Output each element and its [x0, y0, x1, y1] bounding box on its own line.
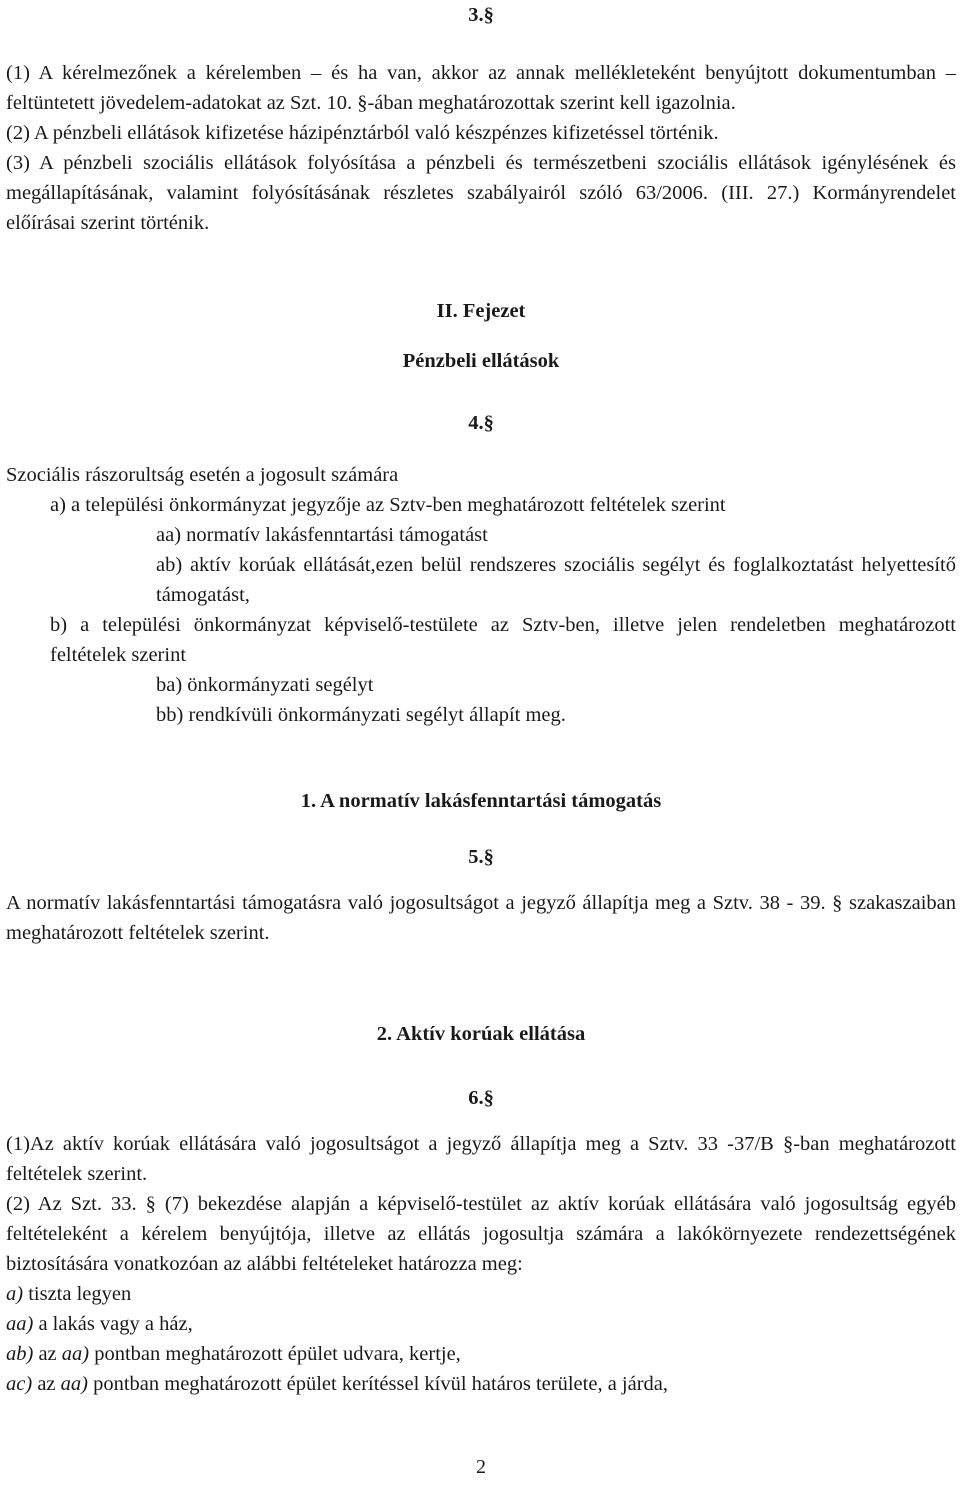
- subsection-2-title: 2. Aktív korúak ellátása: [376, 1023, 586, 1045]
- section-4: [6, 408, 956, 730]
- list-text: az: [33, 1343, 62, 1365]
- section-6-list-item: [6, 1309, 956, 1339]
- section-6-heading: 6.§: [468, 1087, 494, 1109]
- list-label: aa): [6, 1313, 34, 1335]
- section-4-item-bb: bb) rendkívüli önkormányzati segélyt állapít meg.: [156, 704, 566, 726]
- section-3-paragraph-2: (2) A pénzbeli ellátások kifizetése házipénztárból való készpénzes kifizetéssel történik.: [6, 122, 719, 144]
- chapter-header: [6, 296, 956, 376]
- section-4-item-aa: aa) normatív lakásfenntartási támogatást: [156, 524, 488, 546]
- subsection-1: [6, 786, 956, 948]
- chapter-number: II. Fejezet: [436, 300, 526, 322]
- document-page: [6, 0, 956, 1488]
- section-6-paragraph-1: (1)Az aktív korúak ellátására való jogosultságot a jegyző állapítja meg a Sztv. 33 -37/B §-ban meghatározott feltételek szerint.: [6, 1133, 956, 1185]
- section-6-paragraph-2: (2) Az Szt. 33. § (7) bekezdése alapján a képviselő-testület az aktív korúak ellátására való jogosultság egyéb feltételeként a kérelem benyújtója, illetve az ellátás jogosultja számára a lakókörnyezete rendezettségének biztosítására vonatkozóan az alábbi feltételeket határozza meg:: [6, 1193, 956, 1275]
- section-5-heading: 5.§: [468, 846, 494, 868]
- section-3-heading: 3.§: [468, 4, 494, 26]
- section-3-paragraph-1: (1) A kérelmezőnek a kérelemben – és ha van, akkor az annak mellékleteként benyújtott dokumentumban – feltüntetett jövedelem-adatokat az Szt. 10. §-ában meghatározottak szerint kell igazolnia.: [6, 62, 956, 114]
- list-text: a lakás vagy a ház,: [33, 1313, 193, 1335]
- list-label: ac): [6, 1373, 33, 1395]
- section-4-item-ba: ba) önkormányzati segélyt: [156, 674, 374, 696]
- list-text: pontban meghatározott épület udvara, kertje,: [89, 1343, 461, 1365]
- section-3-paragraph-3: (3) A pénzbeli szociális ellátások folyósítása a pénzbeli és természetbeni szociális ellátások igénylésének és megállapításának, valamint folyósításának részletes szabályairól szóló 63/2006. (III. 27.) Kormányrendelet előírásai szerint történik.: [6, 152, 956, 234]
- section-4-item-a: a) a települési önkormányzat jegyzője az Sztv-ben meghatározott feltételek szerint: [50, 494, 726, 516]
- section-4-item-b: b) a települési önkormányzat képviselő-testülete az Sztv-ben, illetve jelen rendeletben meghatározott feltételek szerint: [50, 614, 956, 666]
- section-6-list-item: [6, 1339, 956, 1369]
- list-reference: aa): [60, 1373, 88, 1395]
- list-reference: aa): [61, 1343, 90, 1365]
- section-3: [6, 0, 956, 238]
- list-label: a): [6, 1283, 24, 1305]
- page-number: 2: [476, 1456, 486, 1478]
- section-4-item-ab: ab) aktív korúak ellátását,ezen belül rendszeres szociális segélyt és foglalkoztatást helyettesítő támogatást,: [156, 554, 956, 606]
- list-label: ab): [6, 1343, 34, 1365]
- section-6-list-item: [6, 1279, 956, 1309]
- subsection-2: [6, 1019, 956, 1399]
- list-text: pontban meghatározott épület kerítéssel kívül határos területe, a járda,: [87, 1373, 669, 1395]
- list-text: az: [32, 1373, 61, 1395]
- section-4-intro: Szociális rászorultság esetén a jogosult számára: [6, 464, 399, 486]
- section-5-text: A normatív lakásfenntartási támogatásra való jogosultságot a jegyző állapítja meg a Sztv. 38 - 39. § szakaszaiban meghatározott feltételek szerint.: [6, 892, 956, 944]
- list-text: tiszta legyen: [23, 1283, 132, 1305]
- subsection-1-title: 1. A normatív lakásfenntartási támogatás: [300, 790, 662, 812]
- section-6-list-item: [6, 1369, 956, 1399]
- section-4-heading: 4.§: [468, 412, 494, 434]
- chapter-title: Pénzbeli ellátások: [402, 350, 560, 372]
